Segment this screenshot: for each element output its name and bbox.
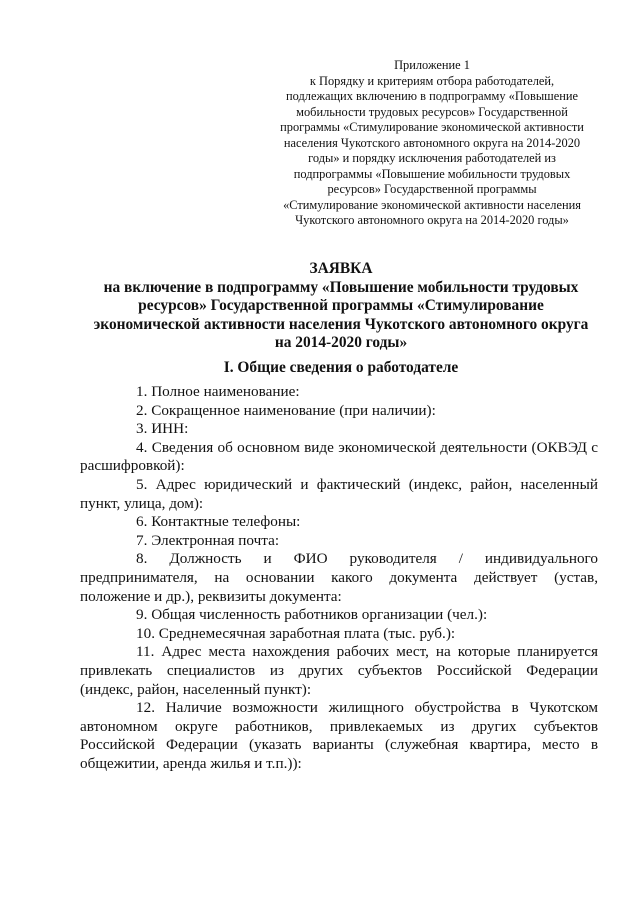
form-item-line: 4. Сведения об основном виде экономической деятельности (ОКВЭД с: [136, 438, 598, 456]
form-item-line: 2. Сокращенное наименование (при наличии):: [136, 401, 436, 419]
form-item-line: привлекать специалистов из других субъектов Российской Федерации: [80, 661, 598, 679]
form-item-6: [80, 513, 598, 532]
appendix-line: ресурсов» Государственной программы: [327, 182, 537, 196]
form-item-12: [80, 699, 598, 773]
form-item-line: 12. Наличие возможности жилищного обустройства в Чукотском: [136, 699, 598, 717]
title-line: экономической активности населения Чукотского автономного округа: [93, 315, 589, 333]
form-item-11: [80, 643, 598, 699]
form-items-list: [80, 383, 598, 773]
appendix-line: подлежащих включению в подпрограмму «Повышение: [286, 89, 578, 103]
form-item-line: 7. Электронная почта:: [136, 531, 280, 549]
form-item-10: [80, 625, 598, 644]
appendix-line: к Порядку и критериям отбора работодателей,: [309, 73, 555, 88]
form-item-line: 1. Полное наименование:: [136, 383, 300, 400]
title-heading: ЗАЯВКА: [309, 260, 373, 277]
title-line: на 2014-2020 годы»: [274, 334, 408, 352]
appendix-line: годы» и порядку исключения работодателей из: [308, 151, 556, 165]
form-item-line: 9. Общая численность работников организации (чел.):: [136, 606, 488, 624]
appendix-line: Приложение 1: [394, 58, 470, 72]
form-item-line: положение и др.), реквизиты документа:: [80, 587, 342, 605]
form-item-line: 8. Должность и ФИО руководителя / индивидуального: [136, 550, 598, 568]
appendix-line: подпрограммы «Повышение мобильности трудовых: [293, 166, 571, 181]
form-item-5: [80, 476, 598, 513]
appendix-line: мобильности трудовых ресурсов» Государственной: [296, 104, 568, 119]
form-item-line: автономном округе работников, привлекаемых из других субъектов: [80, 717, 598, 735]
section-heading: I. Общие сведения о работодателе: [223, 359, 459, 376]
title-line: ресурсов» Государственной программы «Стимулирование: [138, 297, 544, 315]
form-item-line: предпринимателя, на основании какого документа действует (устав,: [80, 568, 598, 586]
form-item-line: 6. Контактные телефоны:: [136, 513, 301, 531]
form-item-line: (индекс, район, населенный пункт):: [80, 680, 312, 698]
appendix-note: [262, 58, 602, 229]
appendix-line: Чукотского автономного округа на 2014-2020 годы»: [295, 213, 569, 227]
form-item-line: 10. Среднемесячная заработная плата (тыс. руб.):: [136, 624, 456, 642]
form-item-line: 11. Адрес места нахождения рабочих мест, на которые планируется: [136, 643, 598, 661]
form-item-line: 3. ИНН:: [136, 420, 189, 438]
form-item-line: пункт, улица, дом):: [80, 494, 204, 512]
appendix-line: программы «Стимулирование экономической активности: [280, 120, 584, 134]
form-item-line: расшифровкой):: [80, 457, 185, 475]
appendix-line: населения Чукотского автономного округа на 2014-2020: [283, 135, 581, 150]
form-item-1: [80, 383, 598, 402]
form-item-8: [80, 550, 598, 606]
appendix-line: «Стимулирование экономической активности населения: [283, 197, 581, 212]
form-item-line: общежитии, аренда жилья и т.п.)):: [80, 754, 302, 772]
form-item-4: [80, 439, 598, 476]
form-item-7: [80, 532, 598, 551]
document-title: [60, 260, 622, 353]
form-item-line: 5. Адрес юридический и фактический (индекс, район, населенный: [136, 475, 598, 493]
title-line: на включение в подпрограмму «Повышение мобильности трудовых: [103, 278, 579, 296]
form-item-9: [80, 606, 598, 625]
form-item-line: Российской Федерации (указать варианты (служебная квартира, место в: [80, 736, 598, 754]
form-item-3: [80, 420, 598, 439]
form-item-2: [80, 402, 598, 421]
